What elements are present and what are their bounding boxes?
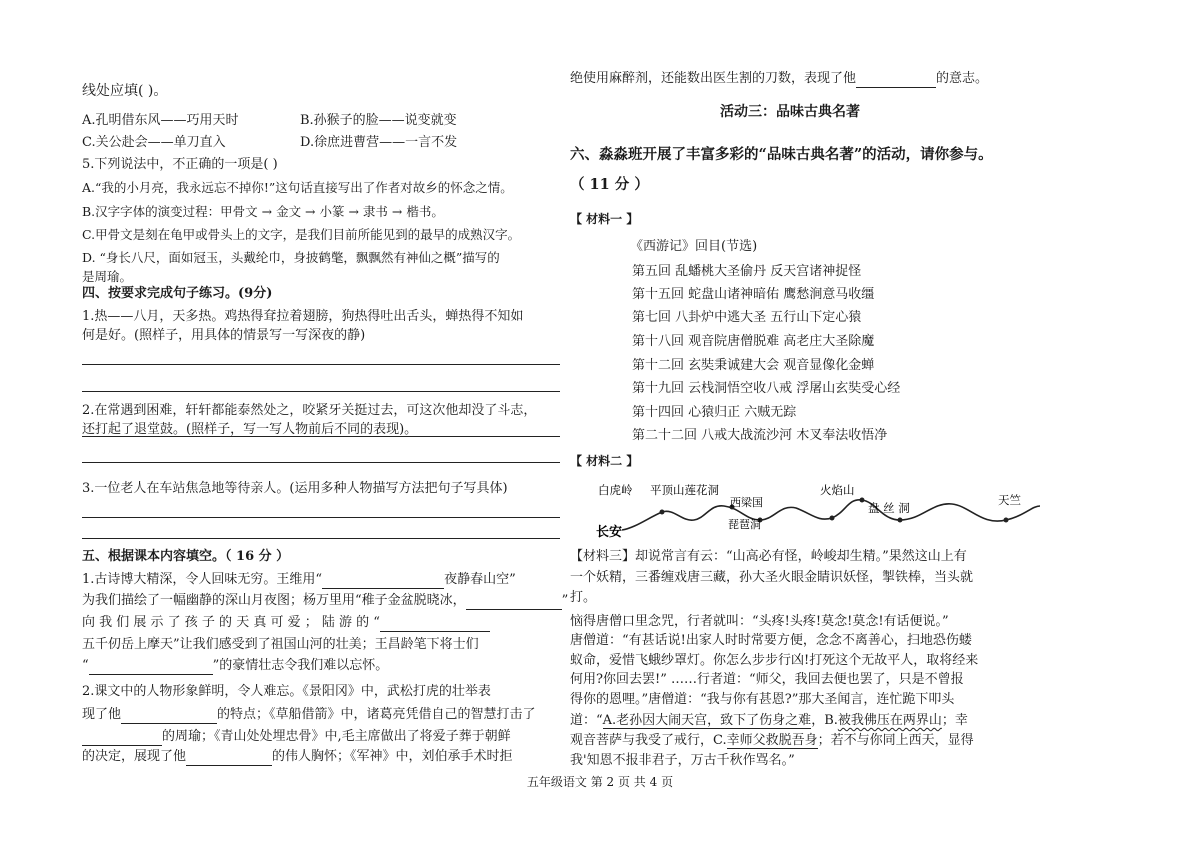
option-d: D.徐庶进曹营——一言不发 xyxy=(300,135,458,150)
answer-line[interactable] xyxy=(82,538,560,539)
fill-blank[interactable] xyxy=(186,751,272,766)
fill-2-line4: 的决定，展现了他 的伟人胸怀；《军神》中，刘伯承手术时拒 xyxy=(82,749,513,764)
section-6-line2: （ 11 分 ） xyxy=(570,176,649,193)
section-6-line1: 六、淼淼班开展了丰富多彩的“品味古典名著”的活动，请你参与。 xyxy=(570,146,993,163)
fill-blank[interactable] xyxy=(322,574,444,589)
q5-option-a: A.“我的小月亮，我永远忘不掉你!”这句话直接写出了作者对故乡的怀念之情。 xyxy=(82,180,513,195)
fill-1-line5: “ ”的豪情壮志令我们难以忘怀。 xyxy=(82,658,389,673)
material-3-line1: 【材料三】却说常言有云：“山高必有怪，岭峻却生精。”果然这山上有 xyxy=(570,549,967,564)
material-3-line9: 道：“A.老孙因大闹天宫，致下了伤身之难，B.被我佛压在两界山；幸 xyxy=(570,713,968,728)
material-3-line11: 我'知恩不报非君子，万古千秋作骂名。” xyxy=(570,753,795,768)
fill-blank[interactable] xyxy=(89,660,213,675)
chapter-item: 第十八回 观音院唐僧脱难 高老庄大圣除魔 xyxy=(632,334,875,349)
map-point xyxy=(1004,518,1009,523)
fill-blank[interactable] xyxy=(856,73,936,88)
fill-2-line1: 2.课文中的人物形象鲜明，令人难忘。《景阳冈》中，武松打虎的壮举表 xyxy=(82,684,491,699)
underlined-phrase-c: 幸师父救脱吾身 xyxy=(726,733,818,748)
page-footer: 五年级语文 第 2 页 共 4 页 xyxy=(526,775,674,789)
material-2-label: 【 材料二 】 xyxy=(570,454,639,468)
map-point xyxy=(660,510,665,515)
material-3-line5: 唐僧道：“有甚话说!出家人时时常要方便，念念不离善心，扫地恐伤蝼 xyxy=(570,633,972,648)
chapter-item: 第十五回 蛇盘山诸神暗佑 鹰愁涧意马收缰 xyxy=(632,287,875,302)
answer-line[interactable] xyxy=(82,436,560,437)
chapter-item: 第五回 乱蟠桃大圣偷丹 反天宫诸神捉怪 xyxy=(632,264,862,279)
continuation-line: 绝使用麻醉剂，还能数出医生割的刀数，表现了他 的意志。 xyxy=(570,71,989,86)
activity-3-title: 活动三：品味古典名著 xyxy=(720,104,860,120)
map-point xyxy=(830,516,835,521)
sentence-1-line2: 何是好。(照样子，用具体的情景写一写深夜的静) xyxy=(82,328,366,343)
journey-route xyxy=(622,500,1040,530)
fill-blank[interactable] xyxy=(121,709,217,724)
underlined-phrase-b: 被我佛压在两界山 xyxy=(837,713,942,728)
material-3-line2: 一个妖精，三番缠戏唐三藏，孙大圣火眼金睛识妖怪，掣铁棒，当头就 xyxy=(570,570,974,585)
material-1-label: 【 材料一 】 xyxy=(570,212,639,226)
answer-line[interactable] xyxy=(82,517,560,518)
label-xiliang: 西梁国 xyxy=(730,496,763,509)
label-huoyan: 火焰山 xyxy=(820,483,855,497)
journey-map xyxy=(570,476,1070,546)
fill-1-line4: 五千仞岳上摩天”让我们感受到了祖国山河的壮美；王昌龄笔下将士们 xyxy=(82,637,479,652)
material-1-title: 《西游记》回目(节选) xyxy=(630,239,758,254)
option-c: C.关公赴会——单刀直入 xyxy=(82,135,226,150)
material-3-line7: 何用?你回去罢!” ……行者道：“师父，我回去便也罢了，只是不曾报 xyxy=(570,672,964,687)
fill-1-line2: 为我们描绘了一幅幽静的深山月夜图；杨万里用“稚子金盆脱晓冰， ” xyxy=(82,593,569,608)
fill-1-line1: 1.古诗博大精深，令人回味无穷。王维用“ 夜静春山空” xyxy=(82,572,516,587)
label-tianzhu: 天竺 xyxy=(998,493,1021,507)
q5-option-b: B.汉字字体的演变过程：甲骨文 → 金文 → 小篆 → 隶书 → 楷书。 xyxy=(82,204,444,219)
section-4-title: 四、按要求完成句子练习。(9分) xyxy=(82,286,273,301)
q5-option-d-line1: D. “身长八尺，面如冠玉，头戴纶巾，身披鹤氅，飘飘然有神仙之概”描写的 xyxy=(82,250,500,265)
map-point xyxy=(860,498,865,503)
answer-line[interactable] xyxy=(82,391,560,392)
sentence-2-line1: 2.在常遇到困难，轩轩都能泰然处之，咬紧牙关挺过去，可这次他却没了斗志， xyxy=(82,403,537,418)
chapter-item: 第十九回 云栈洞悟空收八戒 浮屠山玄奘受心经 xyxy=(632,381,901,396)
material-3-line4: 恼得唐僧口里念咒，行者就叫：“头疼!头疼!莫念!莫念!有话便说。” xyxy=(570,614,949,629)
label-pansi: 盘 丝 洞 xyxy=(868,501,910,515)
label-changan: 长安 xyxy=(596,525,623,540)
fill-blank[interactable] xyxy=(466,595,562,610)
label-baihuling: 白虎岭 xyxy=(598,483,633,497)
label-pingding: 平顶山莲花洞 xyxy=(650,483,719,497)
fill-blank[interactable] xyxy=(82,731,162,746)
section-5-title: 五、根据课本内容填空。（ 16 分 ） xyxy=(82,549,290,564)
q5-option-d-line2: 是周瑜。 xyxy=(82,269,133,284)
fill-1-line3: 向 我 们 展 示 了 孩 子 的 天 真 可 爱 ； 陆 游 的 “ xyxy=(82,614,490,632)
question-5: 5.下列说法中，不正确的一项是( ) xyxy=(82,157,278,172)
fill-2-line2: 现了他 的特点；《草船借箭》中，诸葛亮凭借自己的智慧打击了 xyxy=(82,707,536,722)
material-3-line10: 观音菩萨与我受了戒行，C.幸师父救脱吾身；若不与你同上西天，显得 xyxy=(570,733,974,748)
map-point xyxy=(898,518,903,523)
sentence-2-line2: 还打起了退堂鼓。(照样子，写一写人物前后不同的表现)。 xyxy=(82,422,418,437)
q5-option-c: C.甲骨文是刻在龟甲或骨头上的文字，是我们目前所能见到的最早的成熟汉字。 xyxy=(82,227,521,242)
chapter-item: 第十二回 玄奘秉诚建大会 观音显像化金蝉 xyxy=(632,358,875,373)
chapter-item: 第二十二回 八戒大战流沙河 木叉奉法收悟净 xyxy=(632,428,888,443)
chapter-item: 第七回 八卦炉中逃大圣 五行山下定心猿 xyxy=(632,310,862,325)
chapter-item: 第十四回 心猿归正 六贼无踪 xyxy=(632,405,797,420)
underlined-phrase-a: A.老孙因大闹天宫，致下了伤身之难 xyxy=(602,713,812,728)
material-3-line3: 打。 xyxy=(570,590,597,605)
material-3-line6: 蚁命，爱惜飞蛾纱罩灯。你怎么步步行凶!打死这个无故平人，取将经来 xyxy=(570,653,979,668)
answer-line[interactable] xyxy=(82,364,560,365)
answer-line[interactable] xyxy=(82,462,560,463)
material-3-line8: 得你的恩哩。”唐僧道：“我与你有甚恩?”那大圣闻言，连忙跪下叩头 xyxy=(570,692,955,707)
fill-2-line3: 的周瑜；《青山处处埋忠骨》中,毛主席做出了将爱子葬于朝鲜 xyxy=(82,728,511,746)
sentence-3: 3.一位老人在车站焦急地等待亲人。(运用多种人物描写方法把句子写具体) xyxy=(82,481,508,496)
option-b: B.孙猴子的脸——说变就变 xyxy=(300,113,457,128)
label-pipa: 琵琶洞 xyxy=(728,518,761,531)
fill-blank[interactable] xyxy=(380,617,490,632)
q4-tail: 线处应填( )。 xyxy=(82,83,168,99)
sentence-1-line1: 1.热——八月，天多热。鸡热得耷拉着翅膀，狗热得吐出舌头，蝉热得不知如 xyxy=(82,309,524,324)
option-a: A.孔明借东风——巧用天时 xyxy=(82,113,239,128)
